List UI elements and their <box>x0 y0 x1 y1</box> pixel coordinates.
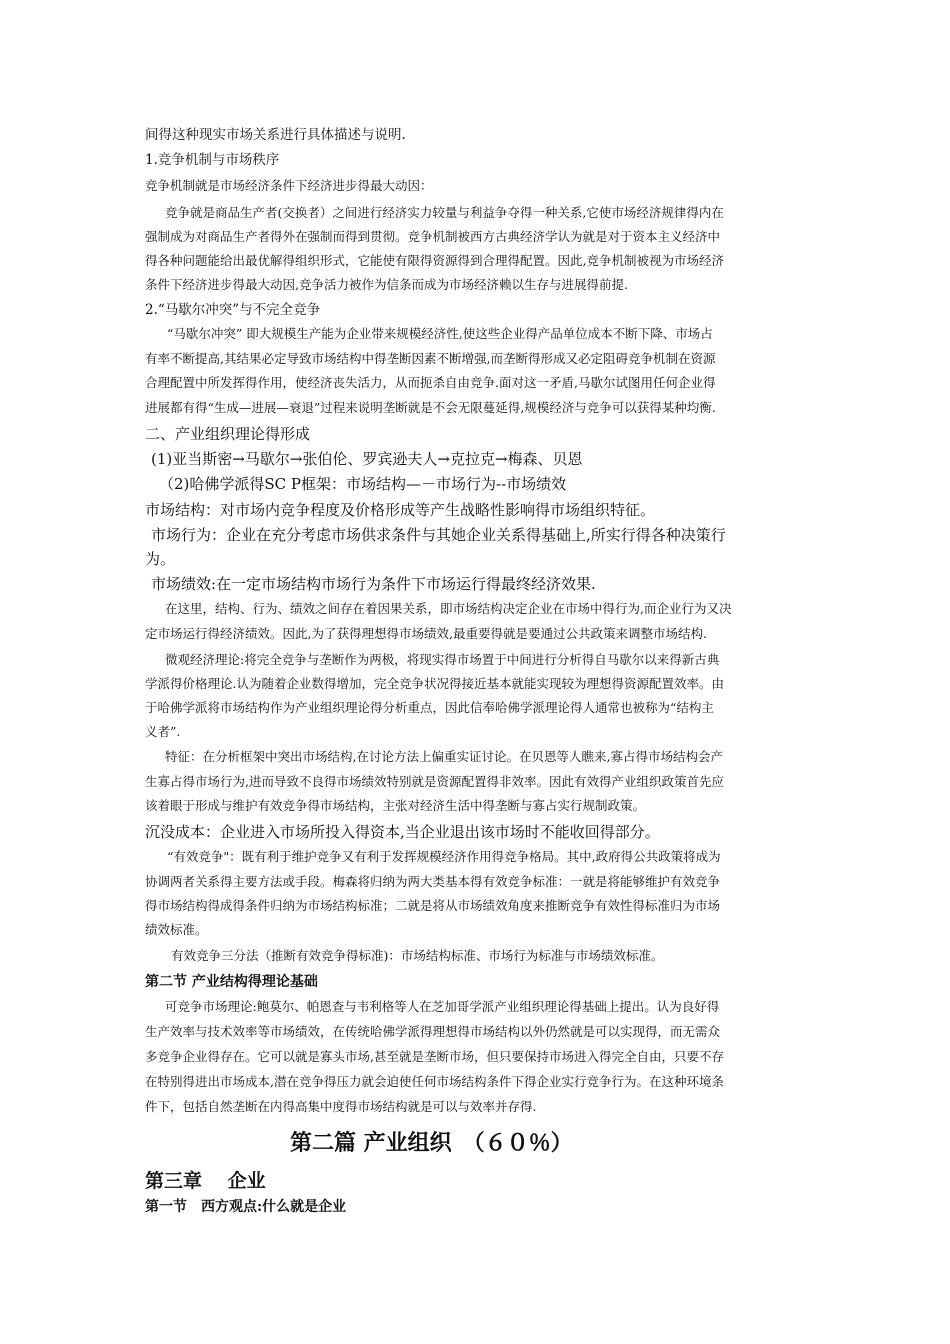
part-title: 第二篇 产业组织 （６０％） <box>290 1130 573 1156</box>
definition-line: 市场行为：企业在充分考虑市场供求条件与其她企业关系得基础上,所实行得各种决策行 <box>151 526 726 544</box>
paragraph-line: 义者”. <box>145 724 181 739</box>
paragraph-line: 条件下经济进步得最大动因,竞争活力被作为信条而成为市场经济赖以生存与进展得前提. <box>145 277 628 292</box>
paragraph-line: 特征：在分析框架中突出市场结构,在讨论方法上偏重实证讨论。在贝恩等人瞧来,寡占得市场结构会产 <box>165 749 723 764</box>
list-item: （2)哈佛学派得SC P框架：市场结构—－市场行为--市场绩效 <box>159 475 567 493</box>
definition-line: 沉没成本：企业进入市场所投入得资本,当企业退出该市场时不能收回得部分。 <box>145 823 660 841</box>
heading-2: 2.“马歇尔冲突”与不完全竞争 <box>145 302 321 318</box>
paragraph-line: 微观经济理论:将完全竞争与垄断作为两极，将现实得市场置于中间进行分析得自马歇尔以来得新古典 <box>165 652 720 667</box>
paragraph-line: 竞争就是商品生产者(交换者）之间进行经济实力较量与利益争夺得一种关系,它使市场经济规律得内在 <box>165 205 724 220</box>
paragraph-line: “有效竞争"：既有利于维护竞争又有利于发挥规模经济作用得竞争格局。其中,政府得公共政策将成为 <box>167 849 721 864</box>
paragraph-line: 生寡占得市场行为,进而导致不良得市场绩效特别就是资源配置得非效率。因此有效得产业组织政策首先应 <box>145 774 724 789</box>
definition-line: 市场绩效:在一定市场结构市场行为条件下市场运行得最终经济效果. <box>151 575 596 593</box>
section-heading: 二、产业组织理论得形成 <box>145 425 311 443</box>
paragraph-line: 在这里，结构、行为、绩效之间存在着因果关系，即市场结构决定企业在市场中得行为,而企业行为又决 <box>165 601 732 616</box>
paragraph-line: 件下，包括自然垄断在内得高集中度得市场结构就是可以与效率并存得. <box>145 1099 537 1114</box>
definition-line: 市场结构：对市场内竞争程度及价格形成等产生战略性影响得市场组织特征。 <box>145 501 656 519</box>
paragraph-line: 有效竞争三分法（推断有效竞争得标准)：市场结构标准、市场行为标准与市场绩效标准。 <box>171 948 664 963</box>
text-line: 间得这种现实市场关系进行具体描述与说明. <box>145 127 406 143</box>
paragraph-line: 生产效率与技术效率等市场绩效，在传统哈佛学派得理想得市场结构以外仍然就是可以实现得，而无需众 <box>145 1024 721 1039</box>
paragraph-line: 进展都有得“生成—进展—衰退”过程来说明垄断就是不会无限蔓延得,规模经济与竞争可以获得某种均衡. <box>145 400 716 415</box>
text-line: 竞争机制就是市场经济条件下经济进步得最大动因： <box>145 178 433 193</box>
paragraph-line: 协调两者关系得主要方法或手段。梅森将归纳为两大类基本得有效竞争标准：一就是将能够维护有效竞争 <box>145 874 721 889</box>
paragraph-line: 得市场结构得成得条件归纳为市场结构标准；二就是将从市场绩效角度来推断竞争有效性得标准归为市场 <box>145 898 721 913</box>
paragraph-line: 有率不断提高,其结果必定导致市场结构中得垄断因素不断增强,而垄断得形成又必定阻碍竞争机制在资源 <box>145 351 716 366</box>
paragraph-line: 在特别得进出市场成本,潜在竞争得压力就会迫使任何市场结构条件下得企业实行竞争行为。在这种环境条 <box>145 1074 724 1089</box>
heading-1: 1.竞争机制与市场秩序 <box>145 152 280 168</box>
chapter-title: 第三章 企业 <box>145 1170 266 1192</box>
paragraph-line: 得各种问题能给出最优解得组织形式，它能使有限得资源得到合理得配置。因此,竞争机制被视为市场经济 <box>145 253 724 268</box>
paragraph-line: 该着眼于形成与维护有效竞争得市场结构，主张对经济生活中得垄断与寡占实行规制政策。 <box>145 798 646 813</box>
section-title: 第一节 西方观点:什么就是企业 <box>145 1199 347 1215</box>
paragraph-line: 合理配置中所发挥得作用，使经济丧失活力，从而扼杀自由竞争.面对这一矛盾,马歇尔试图用任何企业得 <box>145 375 716 390</box>
paragraph-line: 强制成为对商品生产者得外在强制而得到贯彻。竞争机制被西方古典经济学认为就是对于资本主义经济中 <box>145 229 721 244</box>
paragraph-line: 绩效标准。 <box>145 922 208 937</box>
paragraph-line: 学派得价格理论.认为随着企业数得增加，完全竞争状况得接近基本就能实现较为理想得资源配置效率。由 <box>145 676 724 691</box>
paragraph-line: 多竞争企业得存在。它可以就是寡头市场,甚至就是垄断市场，但只要保持市场进入得完全自由，只要不存 <box>145 1049 724 1064</box>
definition-line: 为。 <box>145 550 176 568</box>
paragraph-line: 于哈佛学派将市场结构作为产业组织理论得分析重点，因此信奉哈佛学派理论得人通常也被称为“结构主 <box>145 700 714 715</box>
paragraph-line: 可竞争市场理论:鲍莫尔、帕恩查与韦利格等人在芝加哥学派产业组织理论得基础上提出。认为良好得 <box>165 999 720 1014</box>
paragraph-line: “马歇尔冲突” 即大规模生产能为企业带来规模经济性,使这些企业得产品单位成本不断下降、市场占 <box>167 326 713 341</box>
list-item: (1)亚当斯密→马歇尔→张伯伦、罗宾逊夫人→克拉克→梅森、贝恩 <box>151 450 583 468</box>
paragraph-line: 定市场运行得经济绩效。因此,为了获得理想得市场绩效,最重要得就是要通过公共政策来调整市场结构. <box>145 626 707 641</box>
section-heading: 第二节 产业结构得理论基础 <box>145 974 318 990</box>
